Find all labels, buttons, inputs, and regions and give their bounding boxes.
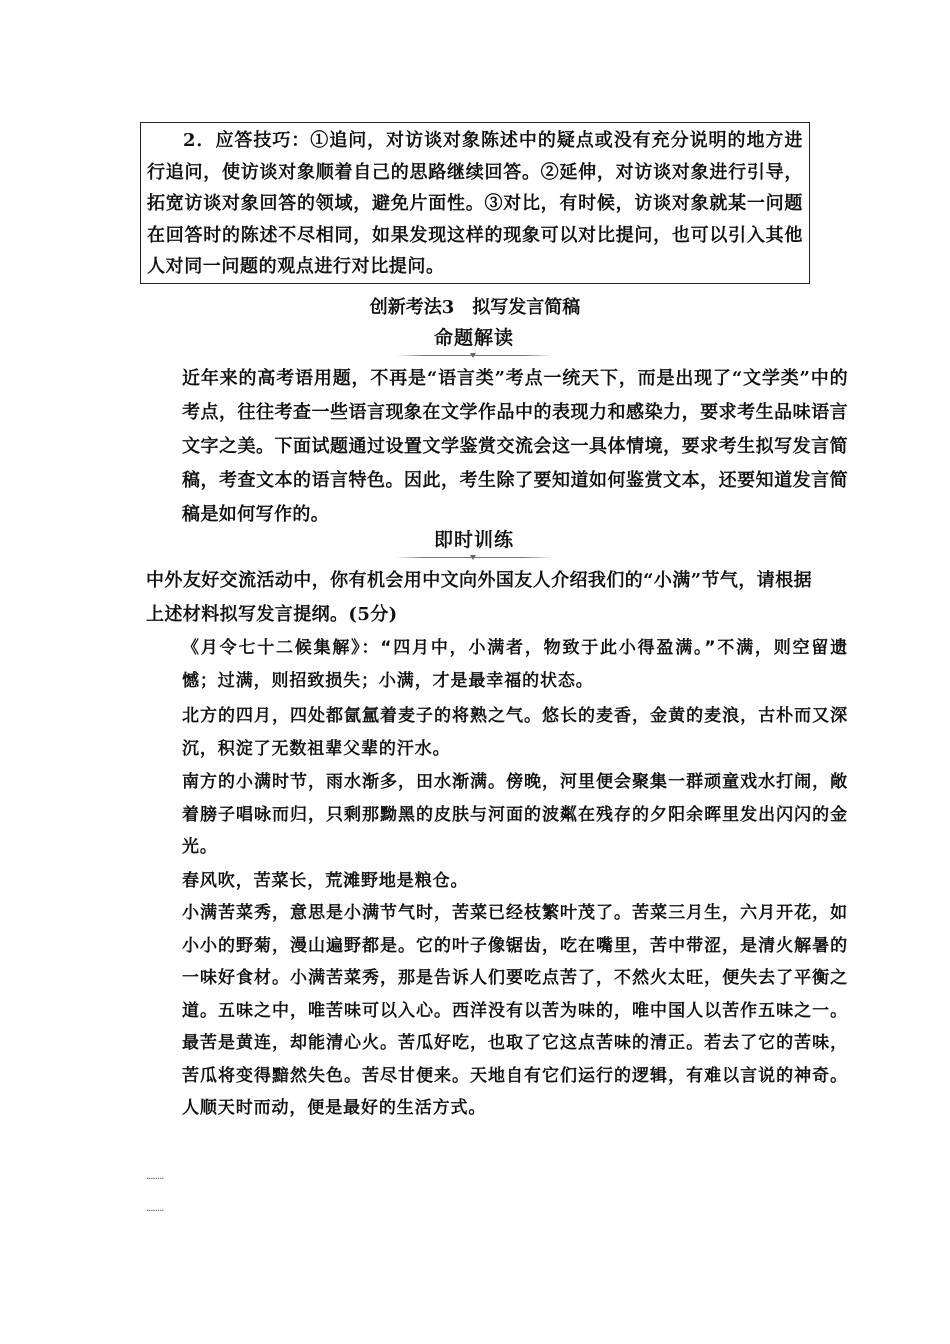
intro-paragraph: 近年来的高考语用题，不再是“语言类”考点一统天下，而是出现了“文学类”中的考点，往往考查一些语言现象在文学作品中的表现力和感染力，要求考生品味语言文字之美。下面试题通过设置文学鉴赏交流会这一具体情境，要求考生拟写发言简稿，考查文本的语言特色。因此，考生除了要知道如何鉴赏文本，还要知道发言简稿是如何写作的。 bbox=[182, 368, 848, 525]
material-paragraph-1: 《月令七十二候集解》：“四月中，小满者，物致于此小得盈满。”不满，则空留遗憾；过满，则招致损失；小满，才是最幸福的状态。 bbox=[182, 638, 848, 691]
answer-dotted-line-2: ........ bbox=[146, 1203, 164, 1214]
banner-interpretation bbox=[396, 324, 552, 358]
question-paragraph: 中外友好交流活动中，你有机会用中文向外国友人介绍我们的“小满”节气，请根据上述材料拟写发言提纲。(5分) bbox=[146, 570, 812, 625]
tip-text: 2．应答技巧：①追问，对访谈对象陈述中的疑点或没有充分说明的地方进行追问，使访谈对象顺着自己的思路继续回答。②延伸，对访谈对象进行引导，拓宽访谈对象回答的领域，避免片面性。③对比，有时候，访谈对象就某一问题在回答时的陈述不尽相同，如果发现这样的现象可以对比提问，也可以引入其他人对同一问题的观点进行对比提问。 bbox=[147, 130, 803, 277]
material-paragraph-2: 北方的四月，四处都氤氲着麦子的将熟之气。悠长的麦香，金黄的麦浪，古朴而又深沉，积淀了无数祖辈父辈的汗水。 bbox=[182, 706, 848, 759]
answer-dotted-line-1: ........ bbox=[146, 1171, 164, 1182]
material-paragraph-3: 南方的小满时节，雨水渐多，田水渐满。傍晚，河里便会聚集一群顽童戏水打闹，敞着膀子唱咏而归，只剩那黝黑的皮肤与河面的波粼在残存的夕阳余晖里发出闪闪的金光。 bbox=[182, 772, 848, 857]
section-title: 创新考法3 拟写发言简稿 bbox=[369, 297, 581, 318]
tip-box bbox=[140, 122, 810, 284]
banner-interpretation-label: 命题解读 bbox=[433, 327, 514, 349]
material-paragraph-4: 春风吹，苦菜长，荒滩野地是粮仓。 bbox=[182, 871, 469, 891]
banner-practice bbox=[396, 526, 552, 560]
banner-practice-label: 即时训练 bbox=[433, 529, 514, 551]
material-paragraph-5: 小满苦菜秀，意思是小满节气时，苦菜已经枝繁叶茂了。苦菜三月生，六月开花，如小小的野菊，漫山遍野都是。它的叶子像锯齿，吃在嘴里，苦中带涩，是清火解暑的一味好食材。小满苦菜秀，那是告诉人们要吃点苦了，不然火太旺，便失去了平衡之道。五味之中，唯苦味可以入心。西洋没有以苦为味的，唯中国人以苦作五味之一。最苦是黄连，却能清心火。苦瓜好吃，也取了它这点苦味的清正。若去了它的苦味，苦瓜将变得黯然失色。苦尽甘便来。天地自有它们运行的逻辑，有难以言说的神奇。人顺天时而动，便是最好的生活方式。 bbox=[182, 903, 848, 1118]
